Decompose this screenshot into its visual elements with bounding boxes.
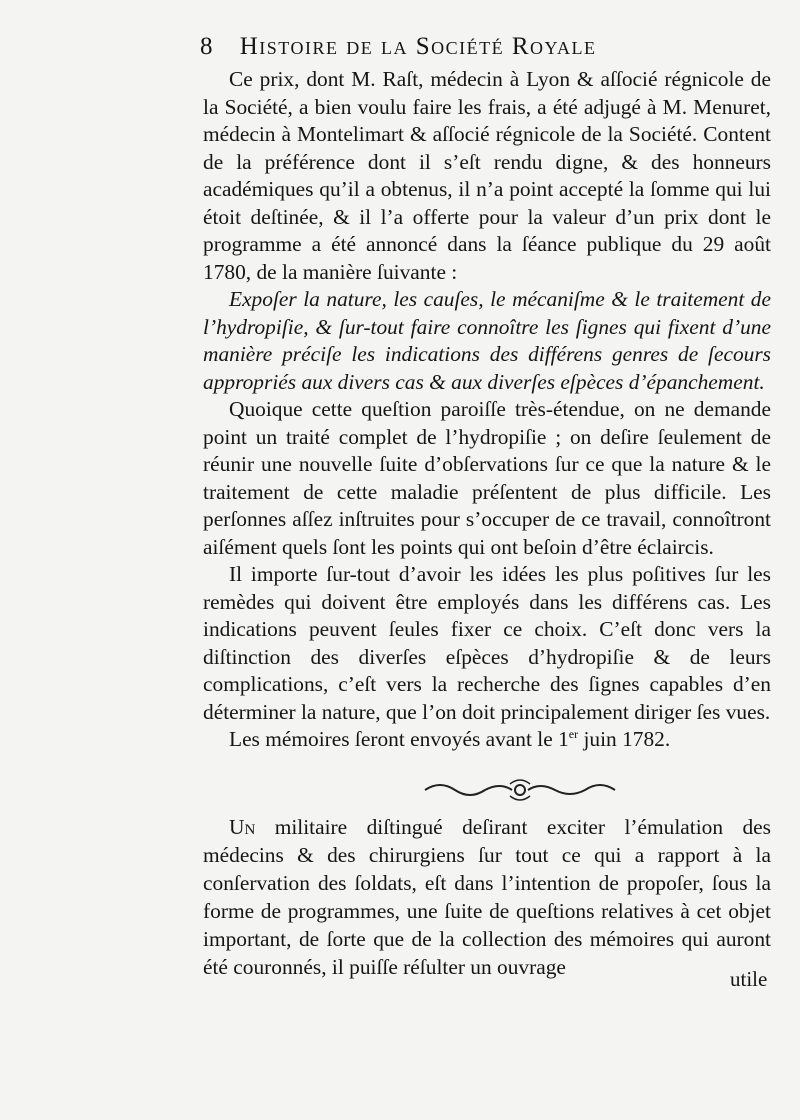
paragraph-deadline [203,726,771,754]
running-header [200,33,780,61]
paragraph-military [203,813,771,981]
page-number: 8 [200,33,214,60]
paragraph-scope: Quoique cette queſtion paroiſſe très-étendue, on ne demande point un traité complet de l’hydropiſie ; on deſire ſeulement de réunir une nouvelle ſuite d’obſervations ſur ce que la nature & le traitement de cette maladie préſentent de plus difficile. Les perſonnes aſſez inſtruites pour s’occuper de ce travail, connoîtront aiſément quels ſont les points qui ont beſoin d’être éclaircis. [203,397,771,559]
text-body [203,66,771,754]
military-text: militaire diſtingué deſirant exciter l’émulation des médecins & des chirurgiens ſur tout ce qui a rapport à la conſervation des ſoldats, eſt dans l’intention de propoſer, ſous la forme de programmes, une ſuite de queſtions relatives à cet objet important, de ſorte que de la collection des mémoires qui auront été couronnés, il puiſſe réſulter un ouvrage [203,815,771,979]
lead-word: Un [229,815,256,839]
deadline-date: juin 1782. [578,727,671,751]
paragraph-remedies: Il importe ſur-tout d’avoir les idées les plus poſitives ſur les remèdes qui doivent être employés dans les différens cas. Les indications peuvent ſeules fixer ce choix. C’eſt donc vers la diſtinction des diverſes eſpèces d’hydropiſie & de leurs complications, c’eſt vers la recherche des ſignes capables d’en déterminer la nature, que l’on doit principalement diriger ſes vues. [203,562,771,724]
running-title: Histoire de la Société Royale [239,33,597,60]
deadline-superscript: er [568,726,579,741]
paragraph-prize: Ce prix, dont M. Raſt, médecin à Lyon & aſſocié régnicole de la Société, a bien voulu faire les frais, a été adjugé à M. Menuret, médecin à Montelimart & aſſocié régnicole de la Société. Content de la préférence dont il s’eſt rendu digne, & des honneurs académiques qu’il a obtenus, il n’a point accepté la ſomme qui lui étoit deſtinée, & il l’a offerte pour la valeur d’un prix dont le programme a été annoncé dans la ſéance publique du 29 août 1780, de la manière ſuivante : [203,67,771,284]
catchword: utile [730,967,768,991]
deadline-text: Les mémoires ſeront envoyés avant le 1 [229,727,569,751]
prize-question: Expoſer la nature, les cauſes, le mécaniſme & le traitement de l’hydropiſie, & ſur-tout faire connoître les ſignes qui fixent d’une manière préciſe les indications des différens genres de ſecours appropriés aux divers cas & aux diverſes eſpèces d’épanchement. [203,287,771,394]
ornament-divider [420,776,620,804]
